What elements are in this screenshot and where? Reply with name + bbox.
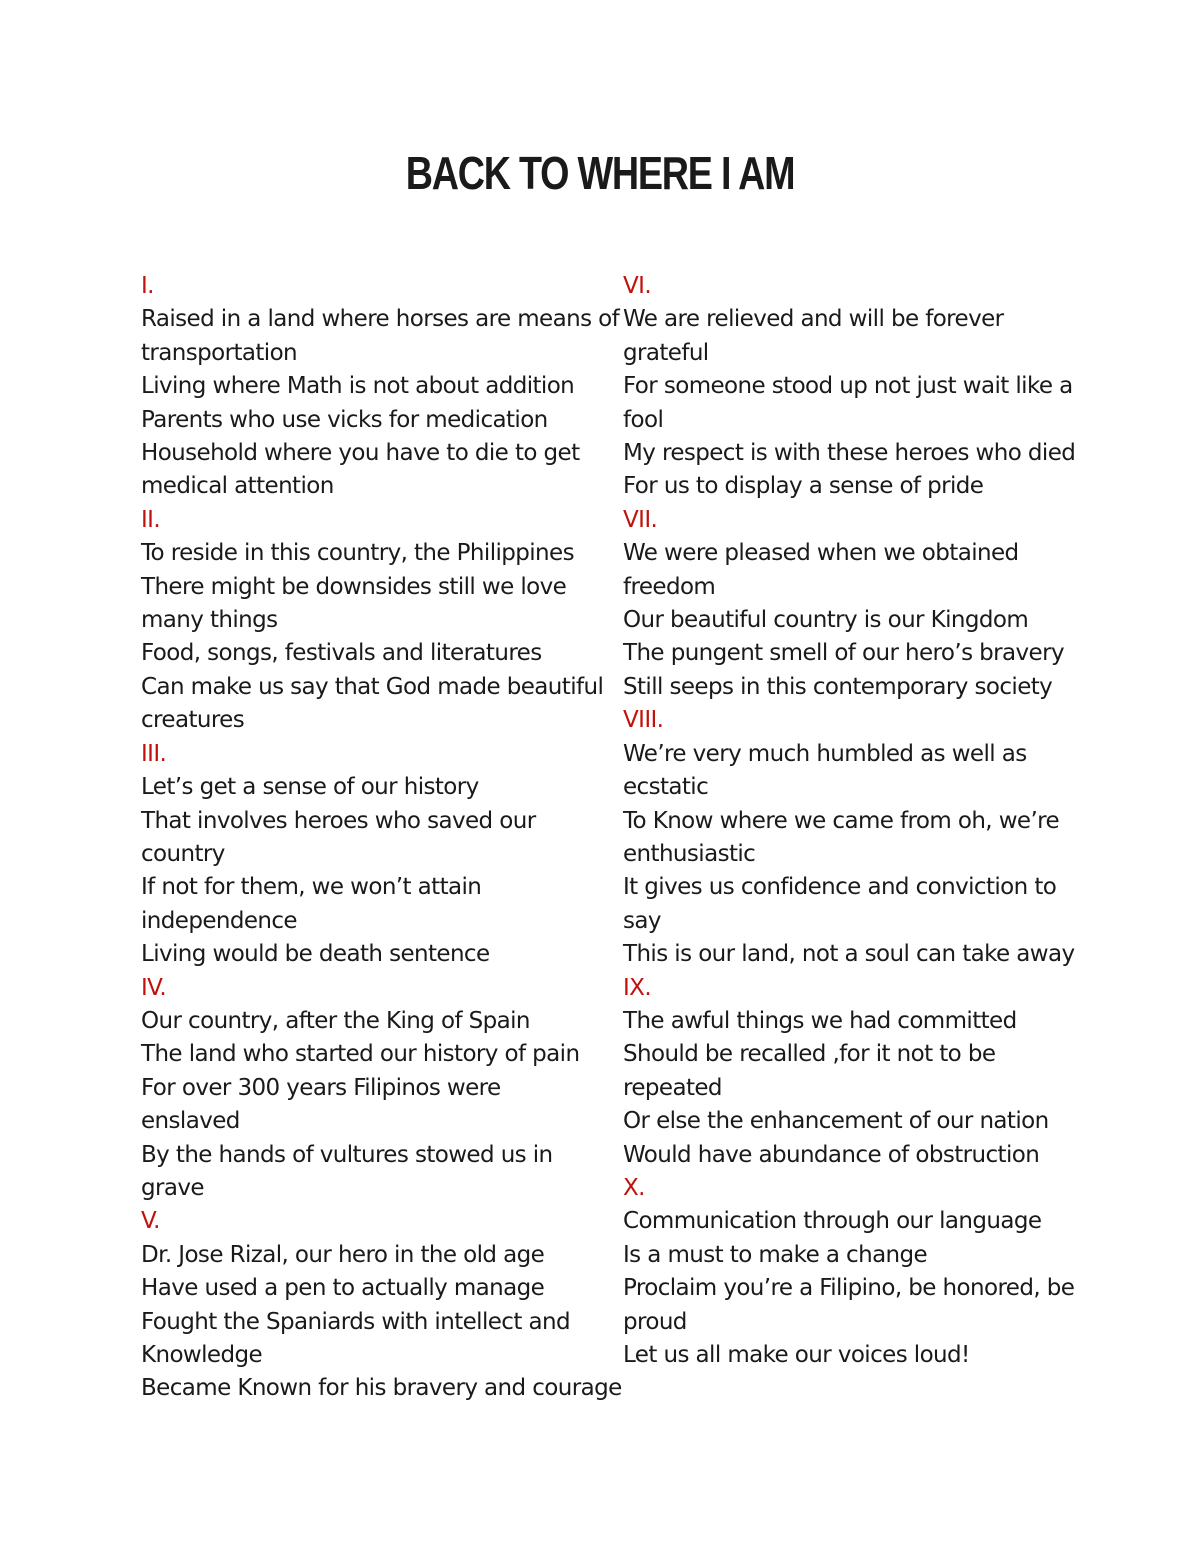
poem-line: repeated bbox=[623, 1074, 722, 1101]
poem-line: The land who started our history of pain bbox=[141, 1041, 580, 1068]
poem-line: It gives us confidence and conviction to bbox=[623, 874, 1057, 901]
poem-line: Knowledge bbox=[141, 1342, 263, 1368]
poem-line: This is our land, not a soul can take away bbox=[623, 941, 1075, 968]
poem-line: Our country, after the King of Spain bbox=[141, 1007, 530, 1034]
stanza bbox=[141, 738, 596, 972]
stanza bbox=[623, 704, 1073, 971]
right-column bbox=[623, 270, 1076, 1372]
stanza bbox=[623, 1172, 1073, 1372]
poem-line: For us to display a sense of pride bbox=[623, 473, 984, 500]
stanza-numeral: VIII. bbox=[623, 707, 664, 734]
poem-line: The pungent smell of our hero’s bravery bbox=[623, 640, 1064, 667]
poem-line: Our beautiful country is our Kingdom bbox=[623, 607, 1029, 634]
poem-line: Became Known for his bravery and courage bbox=[141, 1375, 622, 1402]
poem-line: enslaved bbox=[141, 1108, 240, 1135]
poem-line: Household where you have to die to get bbox=[141, 440, 580, 467]
stanza-numeral: IV. bbox=[141, 974, 167, 1001]
stanza bbox=[623, 504, 1073, 704]
poem-line: We’re very much humbled as well as bbox=[623, 740, 1027, 767]
poem-line: Communication through our language bbox=[623, 1208, 1042, 1235]
stanza-numeral: III. bbox=[141, 740, 167, 767]
poem-line: My respect is with these heroes who died bbox=[623, 440, 1076, 467]
poem-line: Or else the enhancement of our nation bbox=[623, 1108, 1049, 1135]
poem-line: Raised in a land where horses are means of bbox=[141, 306, 620, 333]
left-column bbox=[141, 270, 622, 1406]
poem-line: Have used a pen to actually manage bbox=[141, 1275, 545, 1302]
poem-line: country bbox=[141, 840, 225, 867]
poem-line: Can make us say that God made beautiful bbox=[141, 673, 604, 700]
poem-line: grave bbox=[141, 1174, 204, 1201]
poem-title: BACK TO WHERE I AM bbox=[405, 147, 795, 199]
poem-line: enthusiastic bbox=[623, 840, 756, 867]
poem-line: We are relieved and will be forever bbox=[623, 306, 1004, 333]
poem-line: Parents who use vicks for medication bbox=[141, 406, 548, 433]
stanza-numeral: I. bbox=[141, 273, 154, 299]
stanza-numeral: VI. bbox=[623, 273, 652, 299]
poem-line: Should be recalled ,for it not to be bbox=[623, 1041, 996, 1068]
stanza bbox=[623, 270, 1076, 504]
poem-line: Let’s get a sense of our history bbox=[141, 774, 479, 801]
poem-line: Living where Math is not about addition bbox=[141, 373, 575, 400]
stanza-numeral: VII. bbox=[623, 506, 658, 533]
poem-line: Dr. Jose Rizal, our hero in the old age bbox=[141, 1241, 545, 1268]
stanza-numeral: II. bbox=[141, 506, 161, 533]
poem-line: There might be downsides still we love bbox=[141, 573, 567, 600]
poem-line: Let us all make our voices loud! bbox=[623, 1342, 970, 1368]
poem-line: If not for them, we won’t attain bbox=[141, 874, 482, 901]
stanza-numeral: IX. bbox=[623, 974, 652, 1001]
poem-line: To reside in this country, the Philippines bbox=[141, 540, 574, 567]
stanza-numeral: V. bbox=[141, 1208, 160, 1235]
poem-line: Is a must to make a change bbox=[623, 1241, 928, 1268]
poem-line: fool bbox=[623, 406, 664, 433]
poem-line: The awful things we had committed bbox=[623, 1007, 1017, 1034]
poem-line: Living would be death sentence bbox=[141, 941, 490, 968]
poem-line: To Know where we came from oh, we’re bbox=[623, 807, 1060, 834]
stanza bbox=[141, 504, 604, 738]
poem-line: For someone stood up not just wait like a bbox=[623, 373, 1073, 400]
poem-line: medical attention bbox=[141, 473, 334, 500]
poem-line: Would have abundance of obstruction bbox=[623, 1141, 1040, 1168]
poem-line: many things bbox=[141, 607, 278, 634]
poem-line: creatures bbox=[141, 707, 245, 734]
poem-line: Still seeps in this contemporary society bbox=[623, 673, 1053, 700]
stanza bbox=[141, 270, 620, 504]
stanza bbox=[623, 972, 1073, 1172]
poem-line: ecstatic bbox=[623, 774, 709, 801]
poem-line: grateful bbox=[623, 339, 709, 366]
poem-line: We were pleased when we obtained bbox=[623, 540, 1019, 567]
poem-line: By the hands of vultures stowed us in bbox=[141, 1141, 553, 1168]
poem-line: That involves heroes who saved our bbox=[141, 807, 536, 834]
poem-line: independence bbox=[141, 907, 297, 934]
stanza bbox=[141, 1205, 622, 1405]
poem-line: proud bbox=[623, 1308, 687, 1335]
poem-line: transportation bbox=[141, 339, 298, 366]
poem-line: Fought the Spaniards with intellect and bbox=[141, 1308, 570, 1335]
poem-line: Food, songs, festivals and literatures bbox=[141, 640, 542, 667]
stanza bbox=[141, 972, 596, 1206]
poem-line: For over 300 years Filipinos were bbox=[141, 1074, 501, 1101]
poem-line: freedom bbox=[623, 573, 716, 600]
poem-line: Proclaim you’re a Filipino, be honored, be bbox=[623, 1275, 1075, 1302]
poem-line: say bbox=[623, 907, 661, 934]
stanza-numeral: X. bbox=[623, 1174, 645, 1201]
